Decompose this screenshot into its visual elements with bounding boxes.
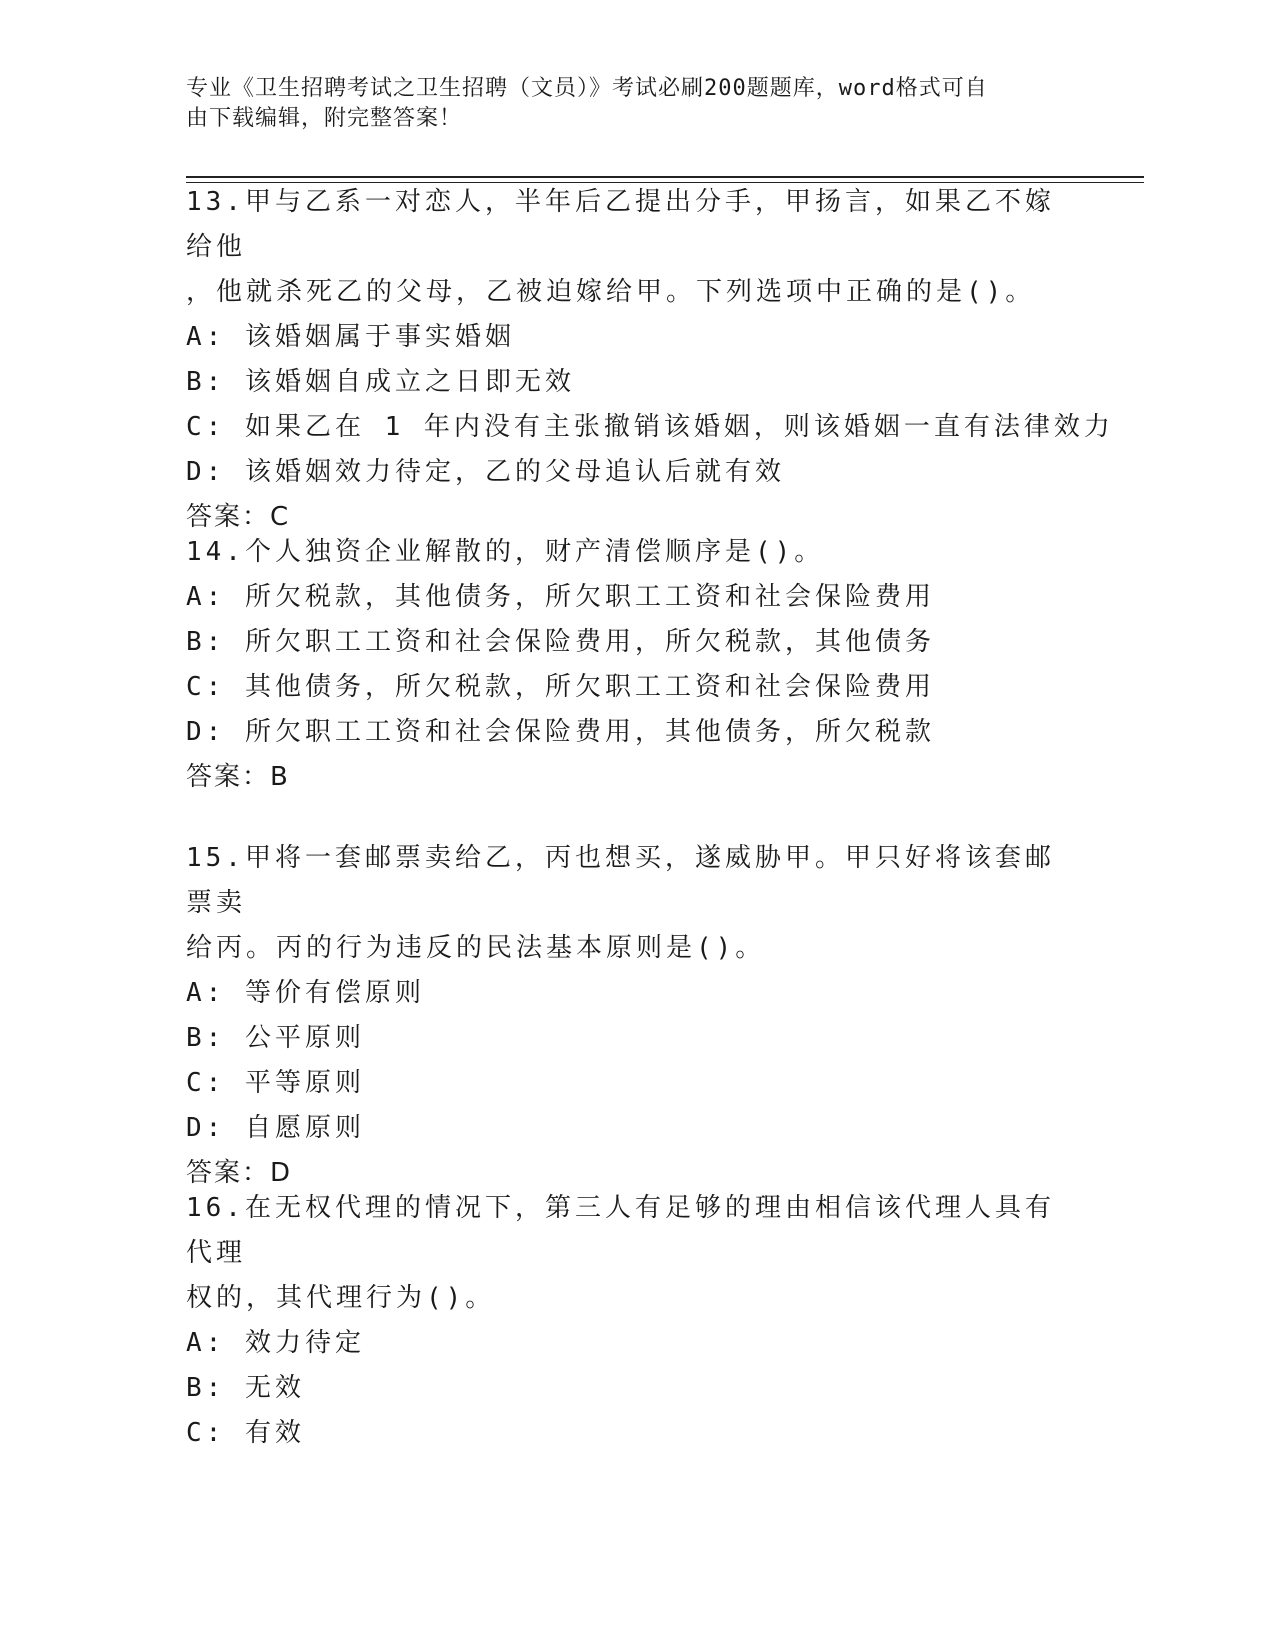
option-b: B: 公平原则 <box>186 1023 365 1053</box>
option-b: B: 所欠职工工资和社会保险费用，所欠税款，其他债务 <box>186 627 935 657</box>
question-stem-line: 13.甲与乙系一对恋人，半年后乙提出分手，甲扬言，如果乙不嫁给他 <box>186 187 1055 262</box>
question-16 <box>186 1186 1066 1456</box>
question-stem-line: 15.甲将一套邮票卖给乙，丙也想买，遂威胁甲。甲只好将该套邮票卖 <box>186 843 1055 918</box>
question-stem-line: ，他就杀死乙的父母，乙被迫嫁给甲。下列选项中正确的是()。 <box>186 277 1036 307</box>
document-header <box>186 74 1066 134</box>
option-d: D: 所欠职工工资和社会保险费用，其他债务，所欠税款 <box>186 717 935 747</box>
option-d: D: 自愿原则 <box>186 1113 365 1143</box>
option-c: C: 平等原则 <box>186 1068 365 1098</box>
question-stem-line: 16.在无权代理的情况下，第三人有足够的理由相信该代理人具有代理 <box>186 1193 1055 1268</box>
answer-label: 答案：C <box>186 502 291 532</box>
option-c: C: 有效 <box>186 1418 305 1448</box>
question-stem-line: 14.个人独资企业解散的，财产清偿顺序是()。 <box>186 537 825 567</box>
answer-label: 答案：B <box>186 762 290 792</box>
question-stem-line: 给丙。丙的行为违反的民法基本原则是()。 <box>186 933 766 963</box>
option-a: A: 该婚姻属于事实婚姻 <box>186 322 515 352</box>
option-a: A: 效力待定 <box>186 1328 365 1358</box>
header-line-2: 由下载编辑，附完整答案！ <box>186 106 463 131</box>
header-divider-thick <box>186 176 1144 178</box>
question-14 <box>186 530 1066 800</box>
question-13 <box>186 180 1114 540</box>
option-b: B: 该婚姻自成立之日即无效 <box>186 367 575 397</box>
option-d: D: 该婚姻效力待定，乙的父母追认后就有效 <box>186 457 785 487</box>
header-line-1: 专业《卫生招聘考试之卫生招聘（文员）》考试必刷200题题库，word格式可自 <box>186 76 988 101</box>
option-c: C: 如果乙在 1 年内没有主张撤销该婚姻，则该婚姻一直有法律效力 <box>186 412 1114 442</box>
option-a: A: 所欠税款，其他债务，所欠职工工资和社会保险费用 <box>186 582 935 612</box>
option-b: B: 无效 <box>186 1373 305 1403</box>
option-a: A: 等价有偿原则 <box>186 978 425 1008</box>
option-c: C: 其他债务，所欠税款，所欠职工工资和社会保险费用 <box>186 672 935 702</box>
answer-label: 答案：D <box>186 1158 293 1188</box>
question-15 <box>186 836 1066 1196</box>
question-stem-line: 权的，其代理行为()。 <box>186 1283 496 1313</box>
